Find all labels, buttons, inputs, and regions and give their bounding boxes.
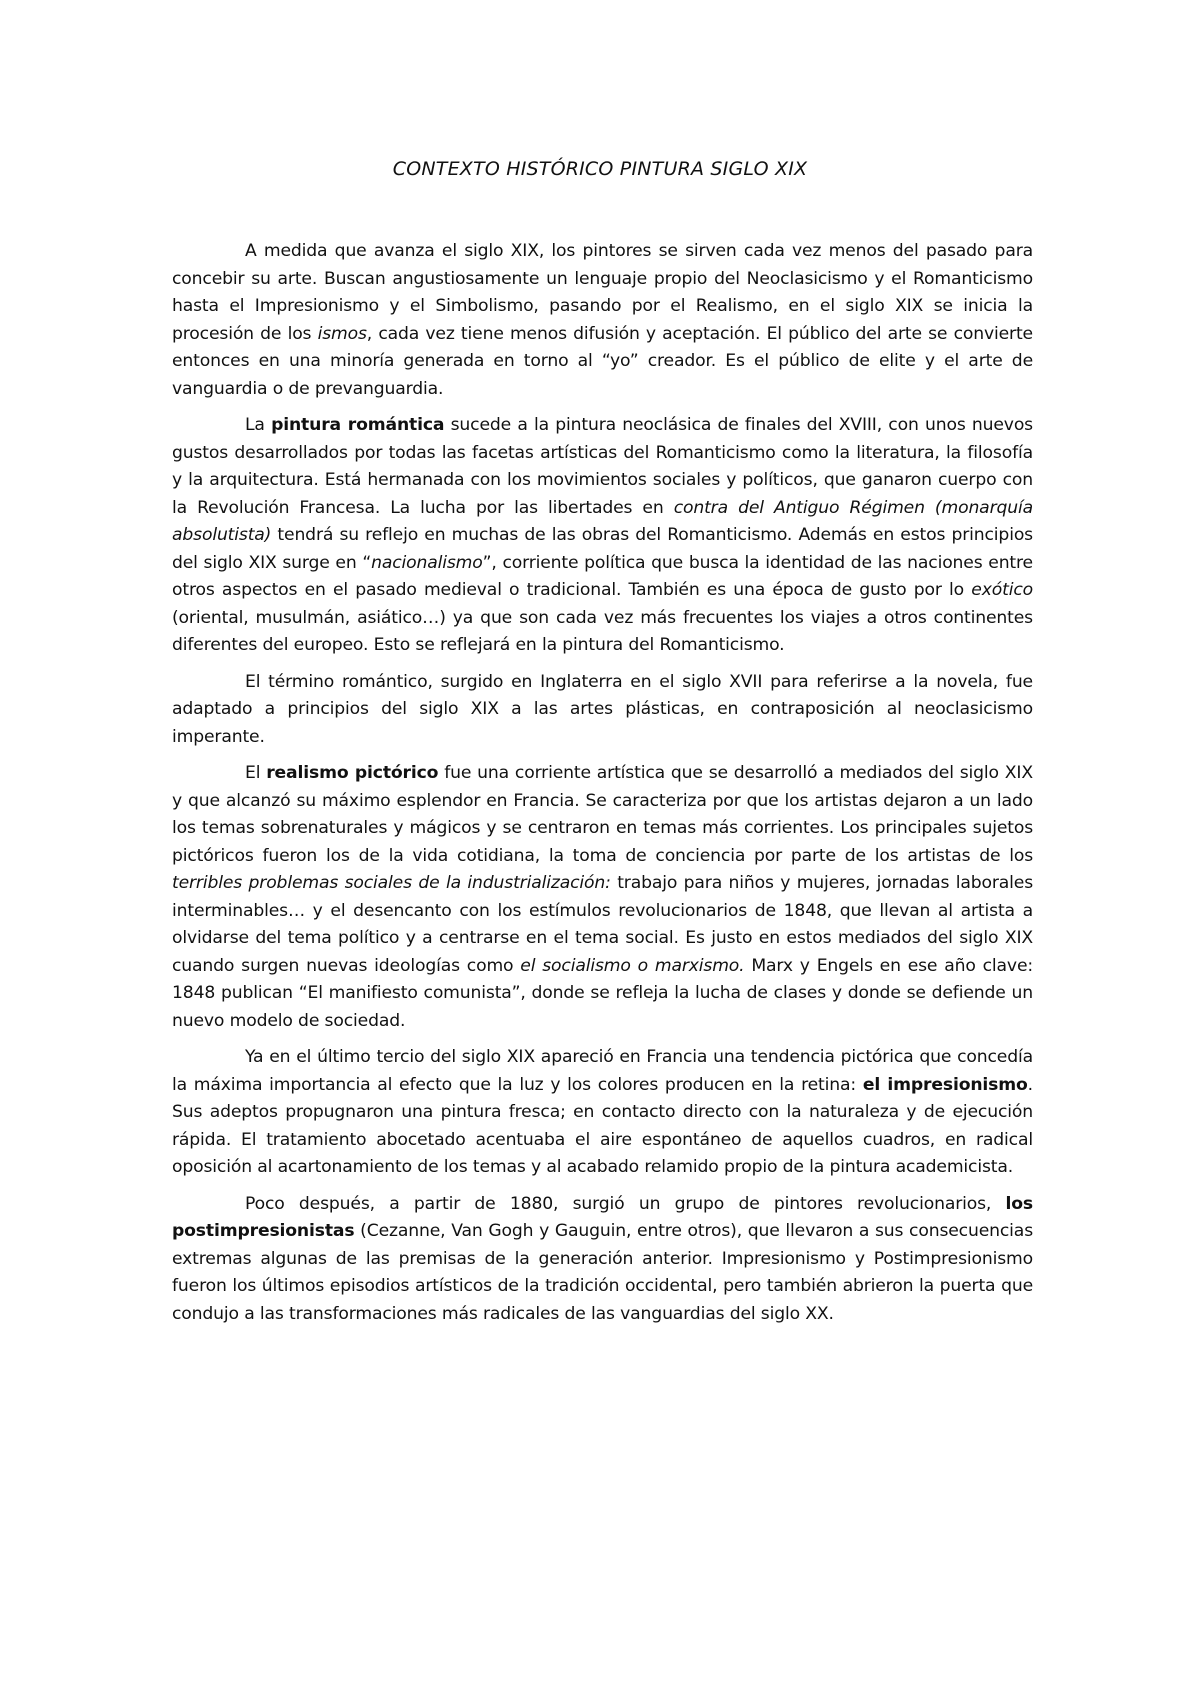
body-paragraph xyxy=(172,1191,1033,1329)
paragraph-text: Ya en el último tercio del siglo XIX apareció en Francia una tendencia pictórica que concedía la máxima importancia al efecto que la luz y los colores producen en la retina: xyxy=(172,1047,1033,1095)
paragraph-text: A medida que avanza el siglo XIX, los pintores se sirven cada vez menos del pasado para concebir su arte. Buscan angustiosamente un lenguaje propio del Neoclasicismo y el Romanticismo hasta el Impresionismo y el Simbolismo, pasando por el Realismo, en el siglo XIX se inicia la procesión de los xyxy=(172,241,1033,344)
body-paragraph xyxy=(172,412,1033,660)
paragraph-text: sucede a la pintura neoclásica de finales del XVIII, con unos nuevos gustos desarrollados por todas las facetas artísticas del Romanticismo como la literatura, la filosofía y la arquitectura. Está hermanada con los movimientos sociales y políticos, que ganaron cuerpo con la Revolución Francesa. La lucha por las libertades en xyxy=(172,415,1033,518)
body-paragraph xyxy=(172,238,1033,403)
paragraph-text: , cada vez tiene menos difusión y aceptación. El público del arte se convierte entonces en una minoría generada en torno al “yo” creador. Es el público de elite y el arte de vanguardia o de prevanguardia. xyxy=(172,323,1033,399)
italic-text: ismos xyxy=(317,323,367,344)
bold-text: el impresionismo xyxy=(862,1074,1028,1095)
bold-text: realismo pictórico xyxy=(266,763,439,783)
paragraph-text: tendrá su reflejo en muchas de las obras del Romanticismo. Además en estos principios del siglo XIX surge en “ xyxy=(172,525,1033,573)
italic-text: nacionalismo xyxy=(371,552,483,573)
paragraph-text: Poco después, a partir de 1880, surgió un grupo de pintores revolucionarios, xyxy=(245,1193,1006,1214)
document-title: CONTEXTO HISTÓRICO PINTURA SIGLO XIX xyxy=(392,158,808,180)
paragraph-text: fue una corriente artística que se desarrolló a mediados del siglo XIX y que alcanzó su máximo esplendor en Francia. Se caracteriza por que los artistas dejaron a un lado los temas sobrenaturales y mágicos y se centraron en temas más corrientes. Los principales sujetos pictóricos fueron los de la vida cotidiana, la toma de conciencia por parte de los artistas de los xyxy=(172,763,1033,866)
italic-text: terribles problemas sociales de la industrialización: xyxy=(172,873,611,893)
paragraph-text: El término romántico, surgido en Inglaterra en el siglo XVII para referirse a la novela, fue adaptado a principios del siglo XIX a las artes plásticas, en contraposición al neoclasicismo imperante. xyxy=(172,671,1033,747)
paragraph-text: (oriental, musulmán, asiático…) ya que son cada vez más frecuentes los viajes a otros continentes diferentes del europeo. Esto se reflejará en la pintura del Romanticismo. xyxy=(172,607,1033,655)
paragraph-text: Marx y Engels en ese año clave: 1848 publican “El manifiesto comunista”, donde se refleja la lucha de clases y donde se defiende un nuevo modelo de sociedad. xyxy=(172,955,1034,1031)
italic-text: el socialismo o marxismo. xyxy=(520,955,745,976)
paragraph-text: trabajo para niños y mujeres, jornadas laborales interminables… y el desencanto con los estímulos revolucionarios de 1848, que llevan al artista a olvidarse del tema político y a centrarse en el tema social. Es justo en estos mediados del siglo XIX cuando surgen nuevas ideologías como xyxy=(172,873,1034,976)
italic-text: contra del Antiguo Régimen (monarquía absolutista) xyxy=(172,497,1033,545)
document-body xyxy=(172,238,1033,1328)
paragraph-text: ”, corriente política que busca la identidad de las naciones entre otros aspectos en el pasado medieval o tradicional. También es una época de gusto por lo xyxy=(172,552,1033,600)
bold-text: pintura romántica xyxy=(271,415,445,435)
body-paragraph xyxy=(172,760,1033,1035)
paragraph-text: El xyxy=(245,763,267,783)
body-paragraph xyxy=(172,669,1033,752)
paragraph-text: (Cezanne, Van Gogh y Gauguin, entre otros), que llevaron a sus consecuencias extremas algunas de las premisas de la generación anterior. Impresionismo y Postimpresionismo fueron los últimos episodios artísticos de la tradición occidental, pero también abrieron la puerta que condujo a las transformaciones más radicales de las vanguardias del siglo XX. xyxy=(172,1221,1033,1324)
bold-text: los postimpresionistas xyxy=(172,1193,1033,1241)
body-paragraph xyxy=(172,1044,1033,1182)
paragraph-text: . Sus adeptos propugnaron una pintura fresca; en contacto directo con la naturaleza y de ejecución rápida. El tratamiento abocetado acentuaba el aire espontáneo de aquellos cuadros, en radical oposición al acartonamiento de los temas y al acabado relamido propio de la pintura academicista. xyxy=(172,1074,1033,1177)
paragraph-text: La xyxy=(245,415,272,435)
italic-text: exótico xyxy=(971,580,1033,600)
